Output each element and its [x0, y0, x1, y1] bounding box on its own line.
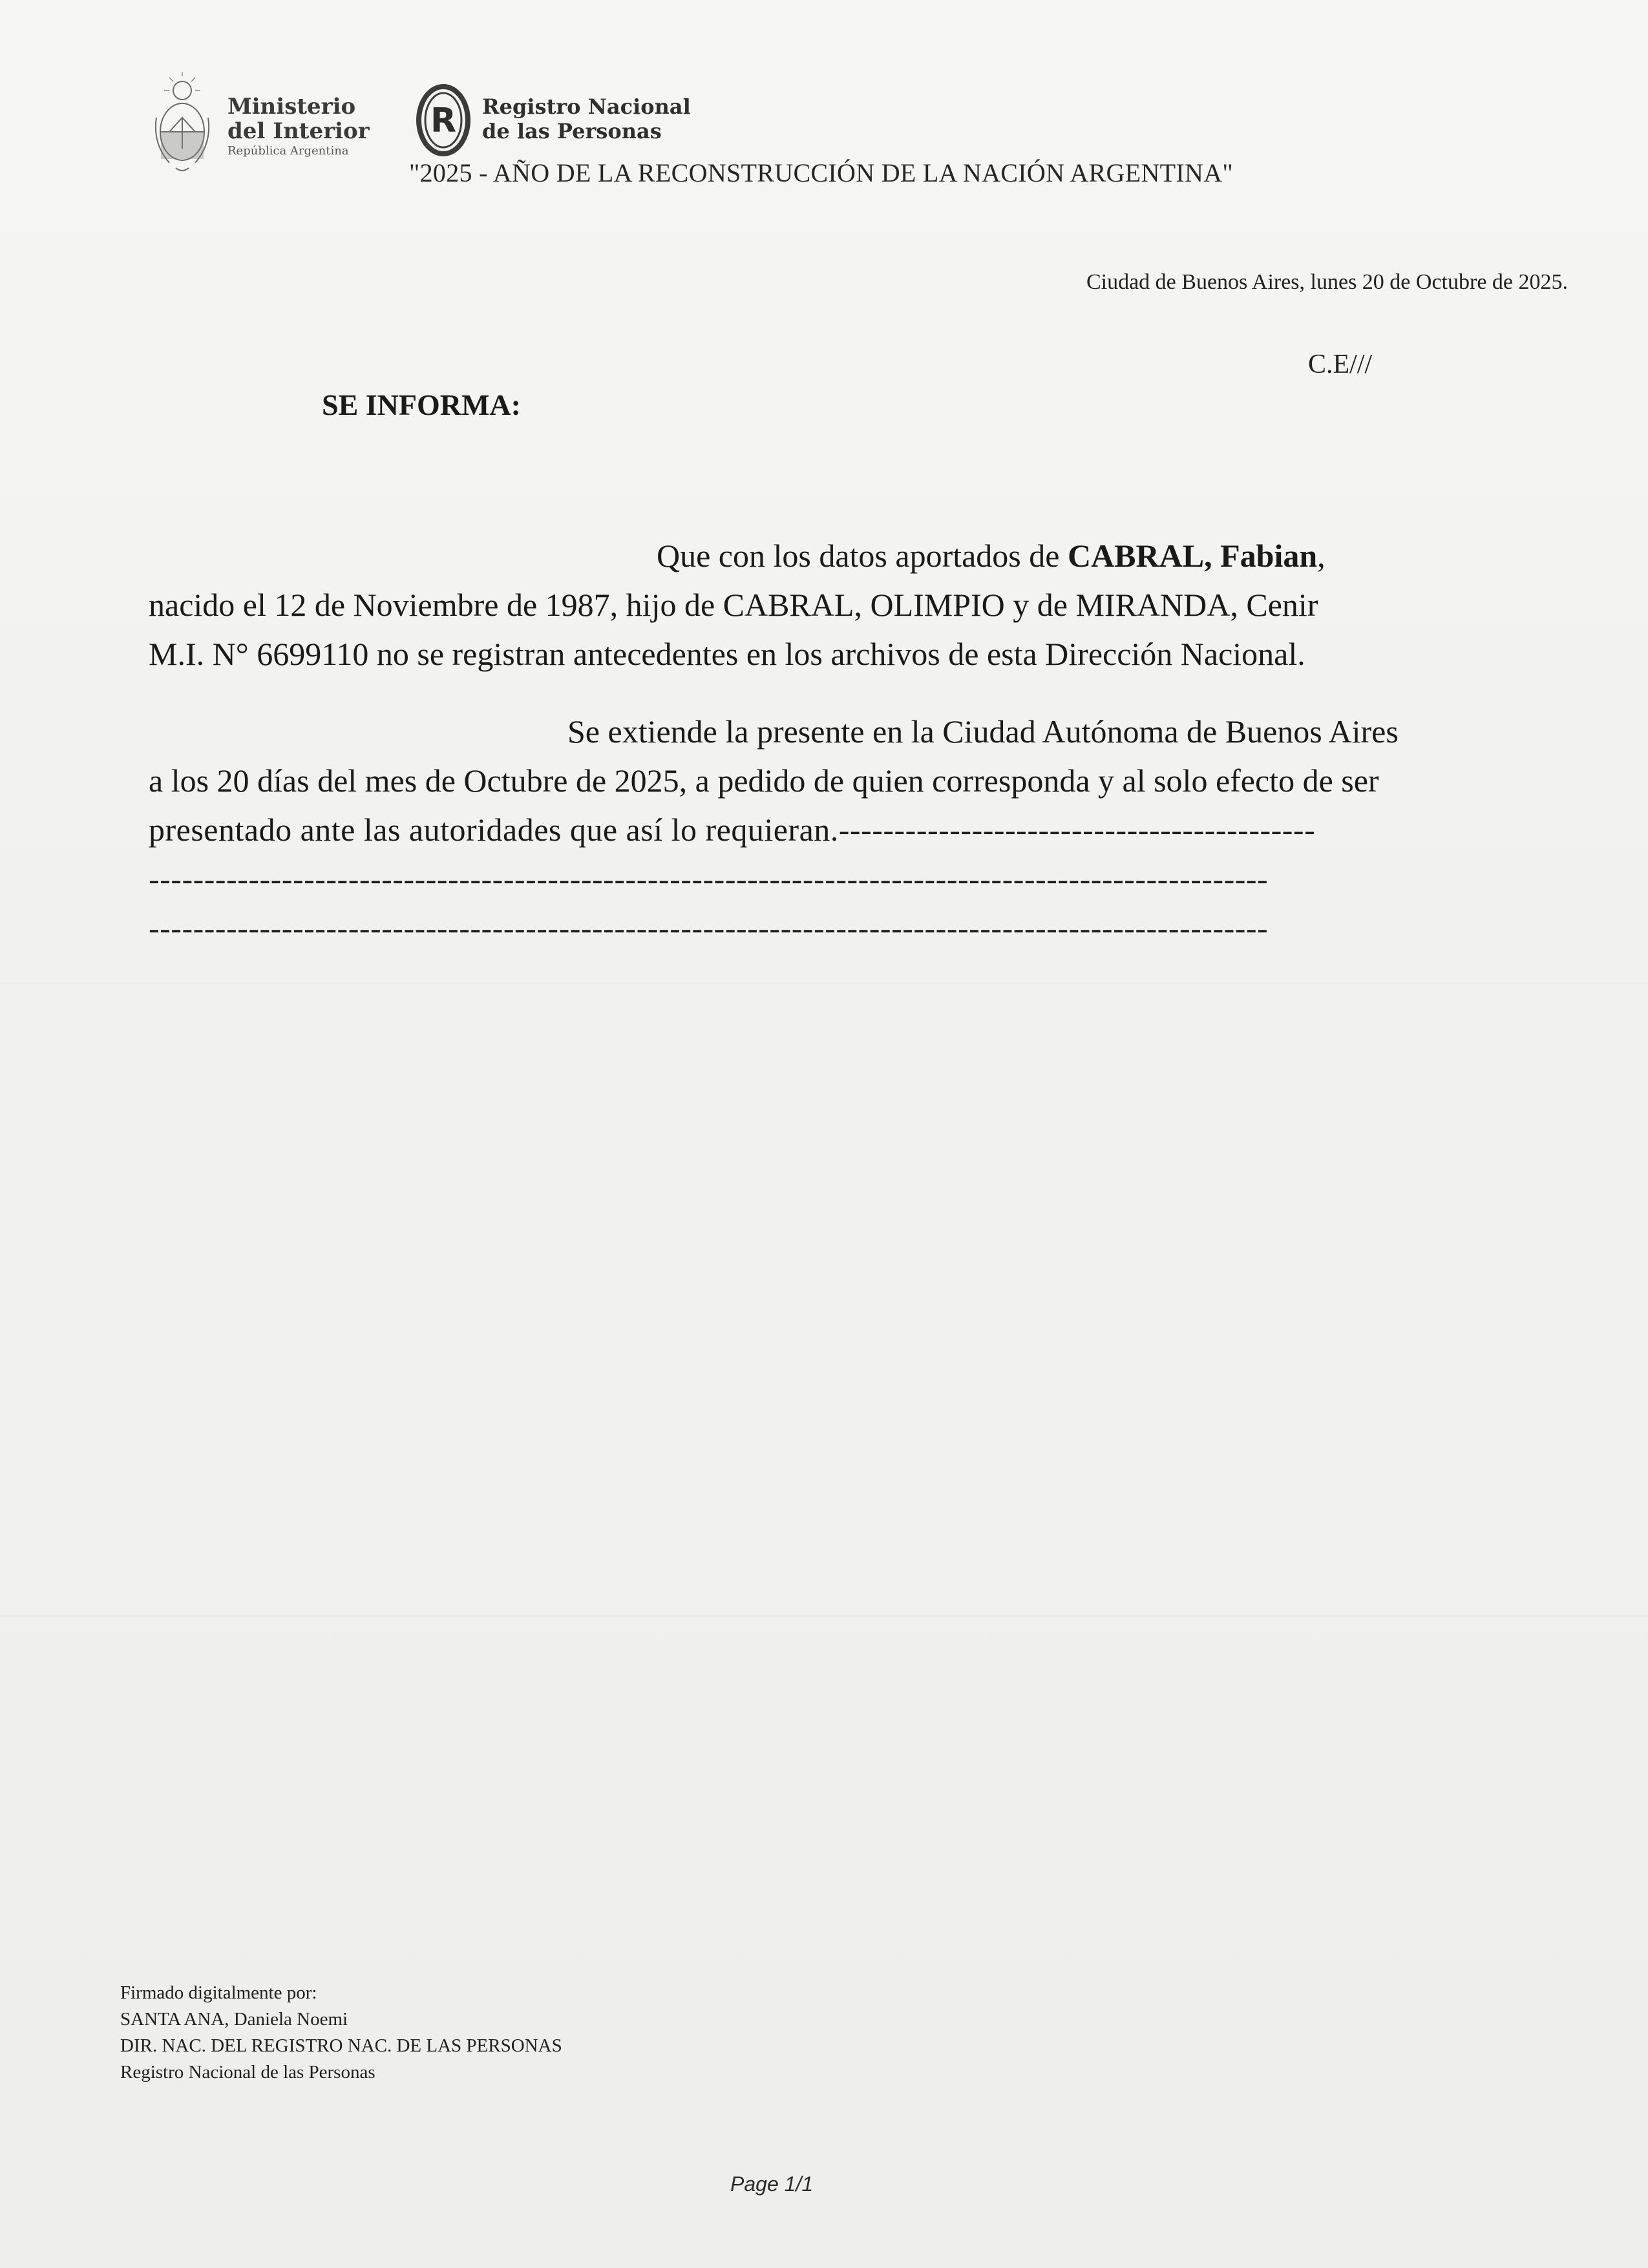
document-date: Ciudad de Buenos Aires, lunes 20 de Octubre de 2025.	[1086, 270, 1568, 294]
digital-signature-block	[120, 1980, 562, 2086]
ministerio-name-line2: del Interior	[227, 118, 370, 144]
paragraph-line: nacido el 12 de Noviembre de 1987, hijo de CABRAL, OLIMPIO y de MIRANDA, Cenir	[149, 587, 1318, 623]
paper-crease	[0, 1615, 1648, 1617]
renaper-r-icon	[414, 81, 473, 159]
signer-organization: Registro Nacional de las Personas	[120, 2062, 375, 2083]
paragraph-line: Se extiende la presente en la Ciudad Autónoma de Buenos Aires	[567, 713, 1399, 750]
punctuation: ,	[1317, 538, 1326, 574]
reference-code: C.E///	[1308, 350, 1373, 379]
coat-of-arms-icon	[150, 72, 215, 176]
signer-name: SANTA ANA, Daniela Noemi	[120, 2009, 348, 2030]
intro-text: Que con los datos aportados de	[657, 538, 1068, 574]
registro-name-line2: de las Personas	[482, 119, 662, 143]
page-number: Page 1/1	[730, 2172, 814, 2196]
paragraph-line: M.I. N° 6699110 no se registran antecedentes en los archivos de esta Dirección Nacional.	[149, 636, 1305, 672]
svg-text:R: R	[430, 101, 457, 140]
registro-name-line1: Registro Nacional	[482, 94, 691, 119]
paragraph-line: a los 20 días del mes de Octubre de 2025, a pedido de quien corresponda y al solo efecto de ser	[149, 762, 1379, 799]
paragraph-extension	[149, 707, 1506, 952]
signature-label: Firmado digitalmente por:	[120, 1982, 317, 2003]
paragraph-antecedentes	[149, 531, 1506, 678]
person-name: CABRAL, Fabian	[1067, 538, 1318, 574]
dash-filler-line: -----------------------------------------------------------------------------------------------------	[149, 861, 1269, 897]
document-heading: SE INFORMA:	[322, 388, 521, 421]
ministerio-name-line1: Ministerio	[227, 94, 356, 120]
ministerio-country: República Argentina	[227, 144, 349, 158]
year-motto: "2025 - AÑO DE LA RECONSTRUCCIÓN DE LA NACIÓN ARGENTINA"	[409, 158, 1234, 187]
paper-crease	[0, 982, 1648, 984]
paragraph-line	[149, 531, 1506, 580]
signer-title: DIR. NAC. DEL REGISTRO NAC. DE LAS PERSONAS	[120, 2035, 562, 2056]
ministerio-logo	[150, 72, 370, 176]
dash-filler-line: -----------------------------------------------------------------------------------------------------	[149, 910, 1269, 946]
paragraph-line: presentado ante las autoridades que así lo requieran.-------------------------------------------	[149, 812, 1316, 848]
renaper-logo	[414, 81, 711, 159]
